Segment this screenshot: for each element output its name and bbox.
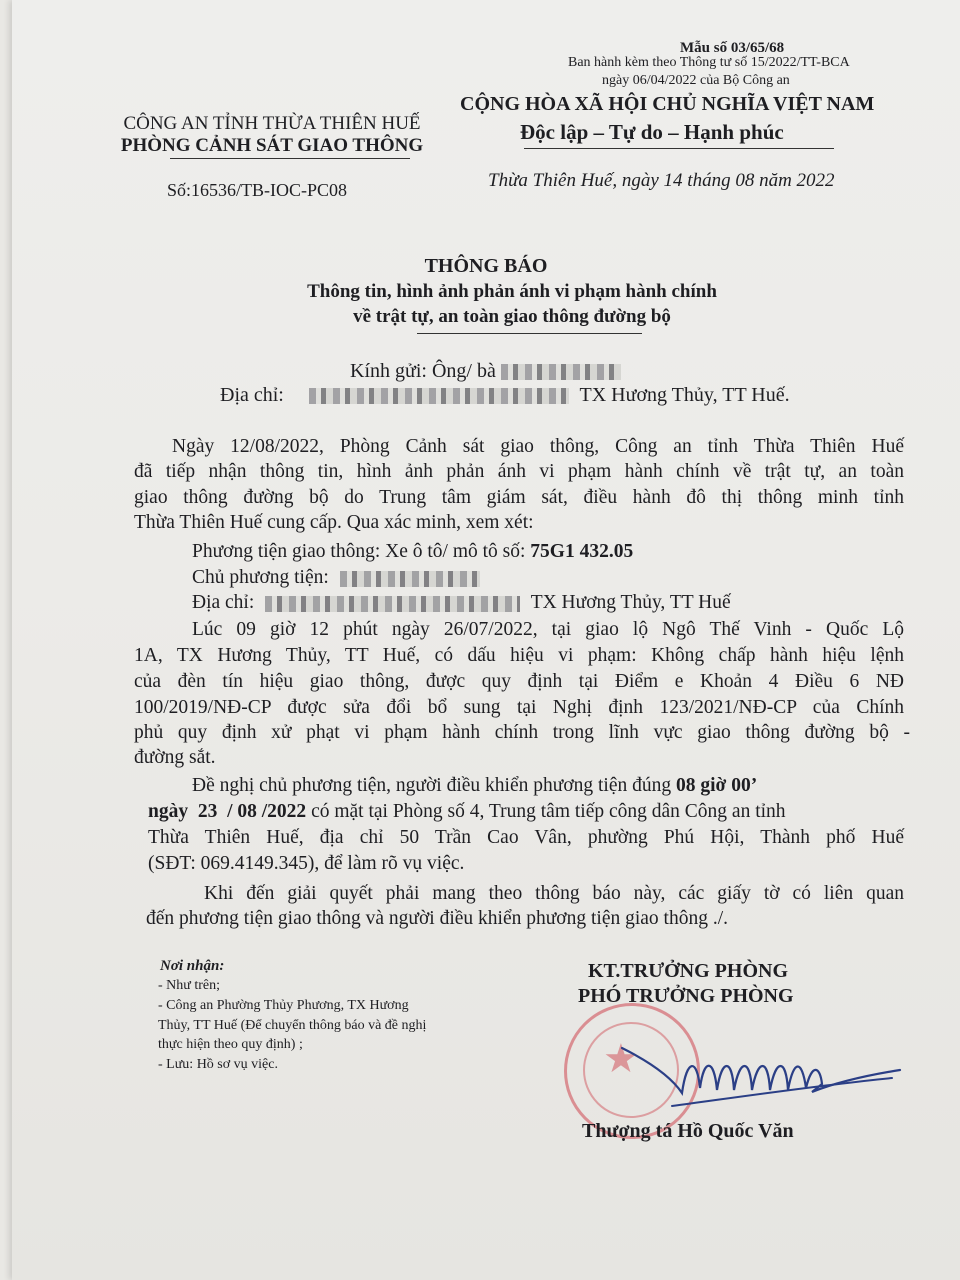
signer-name: Thượng tá Hồ Quốc Văn — [582, 1120, 794, 1142]
owner-line — [192, 567, 480, 589]
motto: Độc lập – Tự do – Hạnh phúc — [520, 120, 784, 144]
country-name: CỘNG HÒA XÃ HỘI CHỦ NGHĨA VIỆT NAM — [460, 93, 875, 115]
p1-line-1: Ngày 12/08/2022, Phòng Cảnh sát giao thông, Công an tỉnh Thừa Thiên Huế — [172, 436, 904, 457]
recipients-item-1: - Như trên; — [158, 978, 221, 993]
seal-star-icon: ★ — [603, 1036, 639, 1082]
form-code: Mẫu số 03/65/68 — [680, 40, 785, 56]
recipients-item-2-line-1: - Công an Phường Thủy Phương, TX Hương — [158, 998, 409, 1013]
p4-line-2: đến phương tiện giao thông và người điều khiển phương tiện giao thông ./. — [146, 908, 729, 929]
recipient-name-redacted — [501, 364, 621, 380]
recipient-line — [350, 360, 621, 383]
recipients-item-2-line-2: Thủy, TT Huế (Để chuyển thông báo và đề nghị — [158, 1018, 427, 1033]
agency-line-1: CÔNG AN TỈNH THỪA THIÊN HUẾ — [123, 113, 421, 134]
doc-subtitle-2: về trật tự, an toàn giao thông đường bộ — [353, 306, 671, 327]
agency-line-2: PHÒNG CẢNH SÁT GIAO THÔNG — [120, 135, 424, 156]
p1-line-4: Thừa Thiên Huế cung cấp. Qua xác minh, xem xét: — [134, 512, 534, 533]
recipients-item-3: - Lưu: Hồ sơ vụ việc. — [158, 1057, 278, 1072]
p1-line-2: đã tiếp nhận thông tin, hình ảnh phản ánh vi phạm hành chính về trật tự, an toàn — [134, 461, 904, 482]
p2-line-3: của đèn tín hiệu giao thông, được quy định tại Điểm e Khoản 4 Điều 6 NĐ — [134, 671, 904, 692]
owner-address-line — [192, 592, 731, 614]
p3-line-1 — [192, 775, 904, 797]
address-tail: TX Hương Thủy, TT Huế. — [579, 384, 790, 406]
signer-title-1: KT.TRƯỞNG PHÒNG — [588, 960, 788, 982]
place-date: Thừa Thiên Huế, ngày 14 tháng 08 năm 2022 — [488, 170, 835, 191]
recipient-address-line — [220, 384, 790, 407]
document-number: Số:16536/TB-IOC-PC08 — [167, 180, 348, 200]
form-ref-2: ngày 06/04/2022 của Bộ Công an — [602, 73, 790, 88]
owner-address-label: Địa chỉ: — [192, 592, 255, 613]
recipients-item-2-line-3: thực hiện theo quy định) ; — [158, 1037, 303, 1052]
license-plate: 75G1 432.05 — [530, 541, 634, 562]
owner-address-redacted — [265, 596, 520, 612]
signer-title-2: PHÓ TRƯỞNG PHÒNG — [578, 985, 794, 1007]
motto-underline — [524, 148, 834, 149]
doc-subtitle-1: Thông tin, hình ảnh phản ánh vi phạm hành chính — [307, 281, 717, 302]
appointment-date: ngày 23 / 08 /2022 — [148, 801, 307, 822]
p3-text-1: Đề nghị chủ phương tiện, người điều khiển phương tiện đúng — [192, 775, 672, 796]
recipient-label: Kính gửi: Ông/ bà — [350, 360, 496, 382]
address-redacted — [309, 388, 569, 404]
p4-line-1: Khi đến giải quyết phải mang theo thông báo này, các giấy tờ có liên quan — [204, 883, 904, 904]
owner-name-redacted — [340, 571, 480, 587]
p3-text-2: có mặt tại Phòng số 4, Trung tâm tiếp công dân Công an tỉnh — [311, 801, 786, 822]
vehicle-line — [192, 541, 633, 563]
p2-line-6: đường sắt. — [134, 747, 216, 768]
vehicle-label: Phương tiện giao thông: Xe ô tô/ mô tô số: — [192, 541, 526, 562]
p2-line-5: phủ quy định xử phạt vi phạm hành chính trong lĩnh vực giao thông đường bộ - — [134, 722, 910, 743]
p1-line-3: giao thông đường bộ do Trung tâm giám sát, điều hành đô thị thông minh tỉnh — [134, 487, 904, 508]
p3-line-4: (SĐT: 069.4149.345), để làm rõ vụ việc. — [148, 853, 465, 874]
owner-address-tail: TX Hương Thủy, TT Huế — [530, 592, 731, 613]
handwritten-signature — [612, 1018, 912, 1128]
p2-line-4: 100/2019/NĐ-CP được sửa đổi bổ sung tại Nghị định 123/2021/NĐ-CP của Chính — [134, 697, 904, 718]
p3-line-2 — [148, 801, 904, 823]
p3-line-3: Thừa Thiên Huế, địa chỉ 50 Trần Cao Vân, phường Phú Hội, Thành phố Huế — [148, 827, 904, 848]
appointment-time: 08 giờ 00’ — [676, 775, 758, 796]
agency-underline — [170, 158, 410, 159]
form-ref-1: Ban hành kèm theo Thông tư số 15/2022/TT-BCA — [568, 55, 850, 70]
owner-label: Chủ phương tiện: — [192, 567, 329, 588]
address-label: Địa chỉ: — [220, 384, 284, 406]
p2-line-2: 1A, TX Hương Thủy, TT Huế, có dấu hiệu vi phạm: Không chấp hành hiệu lệnh — [134, 645, 904, 666]
doc-title: THÔNG BÁO — [424, 255, 548, 277]
title-underline — [417, 333, 642, 334]
p2-line-1: Lúc 09 giờ 12 phút ngày 26/07/2022, tại giao lộ Ngô Thế Vinh - Quốc Lộ — [192, 619, 904, 640]
recipients-title: Nơi nhận: — [160, 958, 225, 974]
document-page — [12, 0, 960, 1280]
